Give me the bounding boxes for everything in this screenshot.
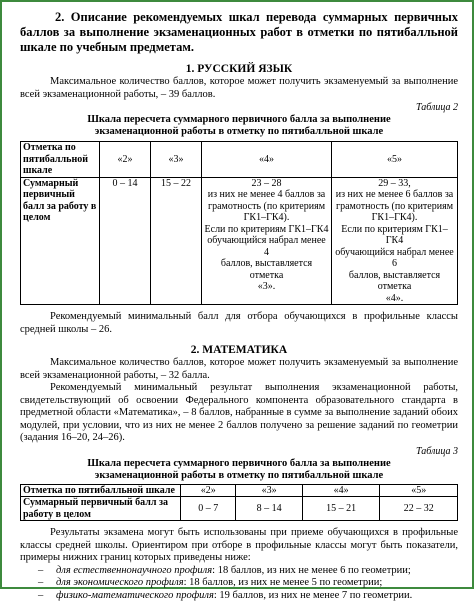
table-row: [21, 142, 458, 178]
profile-thresholds-list: [20, 565, 458, 602]
score-cell-grade-5: [332, 177, 458, 305]
cell-line: «3».: [204, 281, 329, 293]
grade-cell: «4»: [202, 142, 332, 178]
russian-score-table: [20, 141, 458, 305]
grade-cell: «3»: [151, 142, 202, 178]
cell-line: Если по критериям ГК1–ГК4: [204, 224, 329, 236]
cell-line: баллов, выставляется отметка: [334, 270, 455, 293]
math-minimum-paragraph: Рекомендуемый минимальный результат выполнения экзаменационной работы, свидетельствующий об освоении Федерального компонента образовательного стандарта в предметной области «Математика», – 8 баллов, набранные в сумме за выполнение заданий обоих модулей, при условии, что из них не менее 2 баллов получено за решение заданий по геометрии (задания 16–20, 24–26).: [20, 382, 458, 445]
cell-line: Если по критериям ГК1–ГК4: [334, 224, 455, 247]
score-cell: 15 – 21: [302, 497, 380, 521]
russian-note-paragraph: Рекомендуемый минимальный балл для отбора обучающихся в профильные классы средней школы – 26.: [20, 311, 458, 336]
table-caption: Шкала пересчета суммарного первичного балла за выполнение: [20, 114, 458, 126]
cell-line: «4».: [334, 293, 455, 305]
table-number: Таблица 3: [20, 446, 458, 458]
cell-line: из них не менее 4 баллов за: [204, 189, 329, 201]
cell-line: грамотность (по критериям: [334, 201, 455, 213]
cell-line: 29 – 33,: [334, 178, 455, 190]
grade-cell: «2»: [181, 484, 236, 497]
score-cell: 0 – 7: [181, 497, 236, 521]
section-title-russian: 1. РУССКИЙ ЯЗЫК: [20, 63, 458, 75]
section-heading: 2. Описание рекомендуемых шкал перевода суммарных первичных баллов за выполнение экзаменационных работ в отметки по пятибалльной шкале по учебным предметам.: [20, 10, 458, 55]
profile-text: : 18 баллов, из них не менее 5 по геометрии;: [184, 577, 383, 588]
cell-line: баллов, выставляется отметка: [204, 258, 329, 281]
cell-line: обучающийся набрал менее 6: [334, 247, 455, 270]
table-row: [21, 484, 458, 497]
row-label-score: Суммарный первичный балл за работу в целом: [21, 497, 181, 521]
grade-cell: «5»: [332, 142, 458, 178]
profile-label: физико-математического профиля: [56, 590, 214, 601]
math-profile-paragraph: Результаты экзамена могут быть использованы при приеме обучающихся в профильные классы средней школы. Ориентиром при отборе в профильные классы могут быть показатели, примеры нижних границ которых приведены ниже:: [20, 527, 458, 565]
cell-line: грамотность (по критериям: [204, 201, 329, 213]
profile-label: для экономического профиля: [56, 577, 184, 588]
cell-line: из них не менее 6 баллов за: [334, 189, 455, 201]
score-cell-grade-4: [202, 177, 332, 305]
profile-label: для естественнонаучного профиля: [56, 565, 212, 576]
cell-line: обучающийся набрал менее 4: [204, 235, 329, 258]
profile-text: : 18 баллов, из них не менее 6 по геометрии;: [212, 565, 411, 576]
math-score-table: [20, 484, 458, 522]
table-caption: экзаменационной работы в отметку по пятибалльной шкале: [20, 126, 458, 138]
row-label-score: Суммарный первичный балл за работу в целом: [21, 177, 100, 305]
row-label-grade: Отметка по пятибалльной шкале: [21, 484, 181, 497]
grade-cell: «4»: [302, 484, 380, 497]
row-label-grade: Отметка по пятибалльной шкале: [21, 142, 100, 178]
grade-cell: «2»: [100, 142, 151, 178]
cell-line: ГК1–ГК4).: [334, 212, 455, 224]
math-intro-paragraph: Максимальное количество баллов, которое может получить экзаменуемый за выполнение всей экзаменационной работы, – 32 балла.: [20, 357, 458, 382]
score-cell: 15 – 22: [151, 177, 202, 305]
grade-cell: «3»: [236, 484, 302, 497]
list-item: [56, 577, 458, 590]
table-number: Таблица 2: [20, 102, 458, 114]
grade-cell: «5»: [380, 484, 458, 497]
russian-intro-paragraph: Максимальное количество баллов, которое может получить экзаменуемый за выполнение всей экзаменационной работы, – 39 баллов.: [20, 76, 458, 101]
section-title-math: 2. МАТЕМАТИКА: [20, 344, 458, 356]
list-item: [56, 590, 458, 602]
cell-line: ГК1–ГК4).: [204, 212, 329, 224]
table-caption: Шкала пересчета суммарного первичного балла за выполнение: [20, 458, 458, 470]
list-item: [56, 565, 458, 578]
score-cell: 22 – 32: [380, 497, 458, 521]
profile-text: : 19 баллов, из них не менее 7 по геометрии.: [214, 590, 412, 601]
table-caption: экзаменационной работы в отметку по пятибалльной шкале: [20, 470, 458, 482]
score-cell: 0 – 14: [100, 177, 151, 305]
table-row: [21, 177, 458, 305]
score-cell: 8 – 14: [236, 497, 302, 521]
table-row: [21, 497, 458, 521]
cell-line: 23 – 28: [204, 178, 329, 190]
